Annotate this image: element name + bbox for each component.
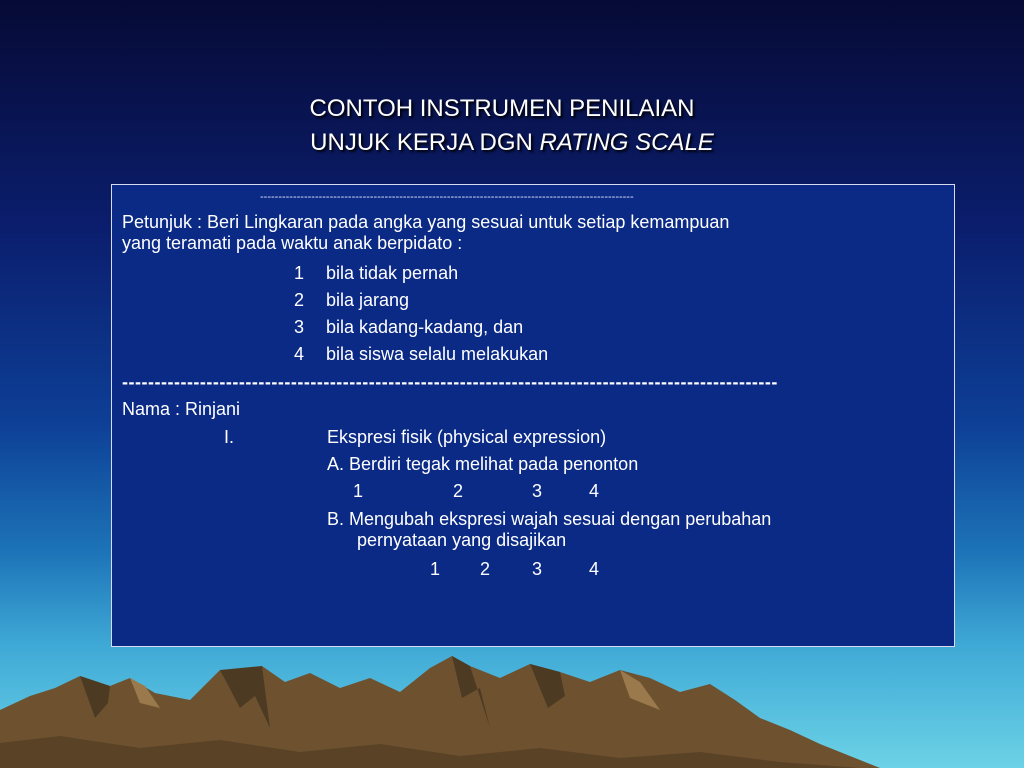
item-b-score-3: 3 xyxy=(532,559,543,579)
title-line-1: CONTOH INSTRUMEN PENILAIAN xyxy=(309,95,695,122)
scale-text-1: bila tidak pernah xyxy=(326,263,459,283)
mountain-range-decoration xyxy=(0,648,1024,768)
scale-text-4: bila siswa selalu melakukan xyxy=(326,344,549,364)
instrument-box xyxy=(111,184,955,647)
scale-number-2: 2 xyxy=(294,290,305,310)
top-dash-separator: ------------------------------------------------------------------------------------------------------ xyxy=(260,191,634,203)
item-a-text: A. Berdiri tegak melihat pada penonton xyxy=(327,454,639,474)
item-a-score-4: 4 xyxy=(589,481,600,501)
item-a-score-3: 3 xyxy=(532,481,543,501)
item-b-line-2: pernyataan yang disajikan xyxy=(357,530,567,550)
instruction-line-1: Petunjuk : Beri Lingkaran pada angka yang sesuai untuk setiap kemampuan xyxy=(122,212,730,232)
scale-number-4: 4 xyxy=(294,344,305,364)
scale-number-1: 1 xyxy=(294,263,305,283)
slide-title xyxy=(0,92,1024,160)
item-b-line-1: B. Mengubah ekspresi wajah sesuai dengan perubahan xyxy=(327,509,772,529)
item-b-score-1: 1 xyxy=(430,559,441,579)
scale-number-3: 3 xyxy=(294,317,305,337)
section-roman-numeral: I. xyxy=(224,427,235,447)
student-name: Nama : Rinjani xyxy=(122,399,241,419)
instruction-line-2: yang teramati pada waktu anak berpidato : xyxy=(122,233,463,253)
item-b-score-2: 2 xyxy=(480,559,491,579)
middle-dash-separator: ----------------------------------------------------------------------------------------------------- xyxy=(122,372,778,392)
title-line-2-normal: UNJUK KERJA DGN xyxy=(310,129,540,156)
section-title: Ekspresi fisik (physical expression) xyxy=(327,427,607,447)
item-a-score-2: 2 xyxy=(453,481,464,501)
title-line-2 xyxy=(0,126,1024,160)
scale-text-2: bila jarang xyxy=(326,290,410,310)
scale-text-3: bila kadang-kadang, dan xyxy=(326,317,524,337)
title-line-2-italic: RATING SCALE xyxy=(539,129,714,156)
item-b-score-4: 4 xyxy=(589,559,600,579)
item-a-score-1: 1 xyxy=(353,481,364,501)
